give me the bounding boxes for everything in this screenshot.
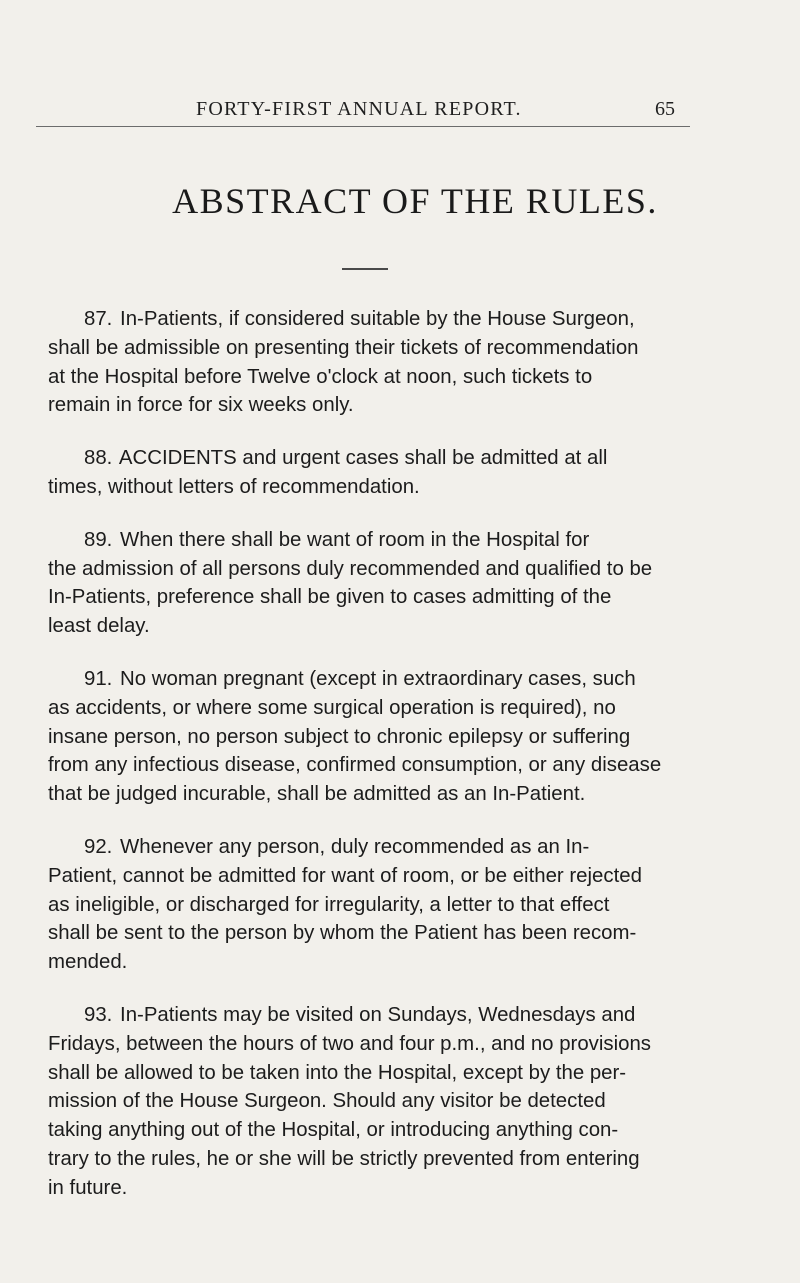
rule-text: that be judged incurable, shall be admitted as an In-Patient. (48, 783, 586, 806)
rule-line (48, 1030, 700, 1059)
rule-text: as accidents, or where some surgical operation is required), no (48, 696, 616, 719)
rule-text: In-Patients may be visited on Sundays, Wednesdays and (120, 1003, 636, 1026)
rule-line (48, 665, 700, 694)
rule-text: in future. (48, 1176, 128, 1199)
rule-line (48, 1001, 700, 1030)
rule-paragraph (48, 665, 700, 809)
rule-text: insane person, no person subject to chronic epilepsy or suffering (48, 725, 631, 748)
rule-line (48, 891, 700, 920)
rule-text: When there shall be want of room in the Hospital for (120, 528, 590, 551)
rule-number: 89. (84, 528, 113, 551)
rule-text: Patient, cannot be admitted for want of room, or be either rejected (48, 864, 642, 887)
rule-line (48, 1174, 700, 1203)
running-title: FORTY-FIRST ANNUAL REPORT. (196, 98, 522, 120)
rule-line (48, 1145, 700, 1174)
rule-text: as ineligible, or discharged for irregularity, a letter to that effect (48, 893, 610, 916)
rule-line (48, 305, 700, 334)
page-number: 65 (655, 98, 675, 120)
rule-line (48, 363, 700, 392)
rule-number: 93. (84, 1003, 113, 1026)
running-header (0, 98, 800, 128)
rule-text: shall be allowed to be taken into the Hospital, except by the per- (48, 1061, 627, 1084)
rule-line (48, 1059, 700, 1088)
rule-line (48, 334, 700, 363)
rule-text: No woman pregnant (except in extraordinary cases, such (120, 667, 636, 690)
rule-number: 87. (84, 308, 113, 330)
rule-paragraph (48, 526, 700, 641)
rule-text: taking anything out of the Hospital, or introducing anything con- (48, 1119, 619, 1142)
rule-text: the admission of all persons duly recommended and qualified to be (48, 557, 653, 580)
header-rule (36, 126, 690, 127)
rule-line (48, 862, 700, 891)
rule-text: mended. (48, 951, 128, 974)
rule-text: least delay. (48, 615, 150, 638)
rule-text: In-Patients, preference shall be given to cases admitting of the (48, 586, 612, 609)
rule-line (48, 1116, 700, 1145)
rule-text: In-Patients, if considered suitable by the House Surgeon, (120, 308, 635, 330)
title-divider (342, 268, 388, 270)
rule-line (48, 583, 700, 612)
rule-line (48, 444, 700, 473)
rule-line (48, 612, 700, 641)
rule-text: ACCIDENTS and urgent cases shall be admitted at all (118, 447, 608, 470)
rule-text: trary to the rules, he or she will be strictly prevented from entering (48, 1147, 640, 1170)
rule-paragraph (48, 833, 700, 977)
rule-line (48, 473, 700, 502)
rule-line (48, 526, 700, 555)
rule-text: remain in force for six weeks only. (48, 394, 354, 417)
rule-paragraph (48, 305, 700, 420)
rule-text: shall be admissible on presenting their tickets of recommendation (48, 336, 639, 359)
rule-number: 92. (84, 835, 113, 858)
rule-line (48, 1087, 700, 1116)
rule-line (48, 391, 700, 420)
rule-text: Whenever any person, duly recommended as an In- (120, 835, 590, 858)
rule-line (48, 751, 700, 780)
rule-line (48, 555, 700, 584)
rule-paragraph (48, 1001, 700, 1203)
rule-text: Fridays, between the hours of two and four p.m., and no provisions (48, 1032, 651, 1055)
rule-line (48, 780, 700, 809)
rule-line (48, 833, 700, 862)
rule-line (48, 948, 700, 977)
page-title: ABSTRACT OF THE RULES. (172, 181, 658, 221)
rule-text: times, without letters of recommendation. (48, 475, 420, 498)
rule-text: at the Hospital before Twelve o'clock at noon, such tickets to (48, 365, 593, 388)
rules-list (48, 305, 700, 1227)
rule-text: mission of the House Surgeon. Should any visitor be detected (48, 1090, 606, 1113)
rule-line (48, 919, 700, 948)
rule-paragraph (48, 444, 700, 502)
rule-number: 88. (84, 447, 113, 470)
rule-line (48, 723, 700, 752)
rule-text: from any infectious disease, confirmed consumption, or any disease (48, 754, 662, 777)
rule-number: 91. (84, 667, 113, 690)
rule-text: shall be sent to the person by whom the Patient has been recom- (48, 922, 637, 945)
rule-line (48, 694, 700, 723)
